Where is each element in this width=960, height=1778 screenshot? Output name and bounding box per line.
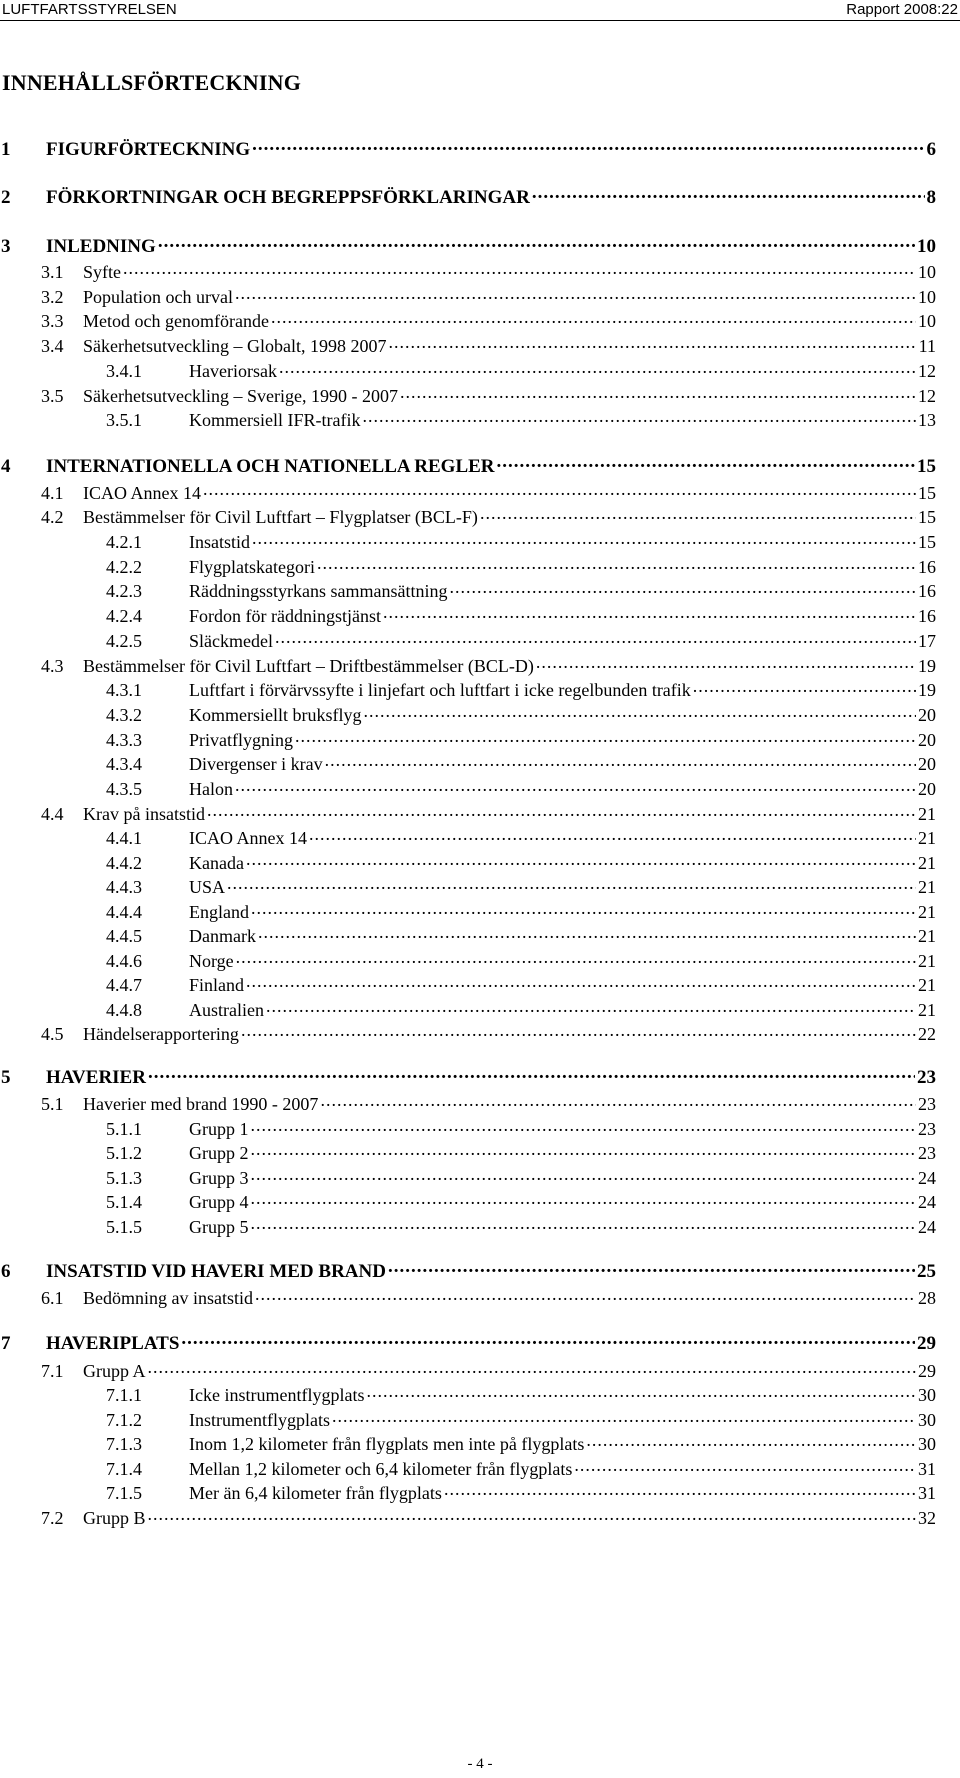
toc-dot-leader — [158, 235, 915, 252]
toc-entry-title: Bedömning av insatstid — [83, 1288, 253, 1309]
toc-entry-page: 31 — [918, 1459, 936, 1480]
toc-entry[interactable] — [1, 975, 936, 996]
toc-entry-title: Finland — [189, 975, 245, 996]
toc-entry-title: INSATSTID VID HAVERI MED BRAND — [46, 1261, 386, 1283]
toc-entry-number: 3.2 — [41, 287, 64, 308]
toc-entry-page: 6 — [926, 139, 936, 161]
toc-entry-title: Divergenser i krav — [189, 754, 323, 775]
toc-entry-page: 21 — [918, 926, 936, 947]
toc-entry-title: Fordon för räddningstjänst — [189, 606, 381, 627]
toc-entry[interactable] — [1, 483, 936, 504]
toc-dot-leader — [444, 1483, 916, 1499]
toc-entry[interactable] — [1, 1361, 936, 1382]
toc-entry-page: 12 — [918, 361, 936, 382]
toc-entry-page: 21 — [918, 877, 936, 898]
toc-entry-page: 20 — [918, 705, 936, 726]
toc-dot-leader — [497, 455, 915, 472]
toc-entry[interactable] — [1, 828, 936, 849]
toc-entry[interactable] — [1, 680, 936, 701]
toc-entry-page: 10 — [918, 262, 936, 283]
toc-entry-title: Instrumentflygplats — [189, 1410, 330, 1431]
toc-entry[interactable] — [1, 287, 936, 308]
toc-entry[interactable] — [1, 853, 936, 874]
toc-dot-leader — [246, 975, 916, 991]
toc-dot-leader — [317, 557, 916, 573]
toc-entry-page: 29 — [917, 1333, 936, 1355]
toc-entry-page: 30 — [918, 1434, 936, 1455]
toc-entry[interactable] — [1, 1066, 936, 1089]
toc-entry-page: 17 — [918, 631, 936, 652]
toc-entry-page: 21 — [918, 853, 936, 874]
toc-entry-title: Kommersiellt bruksflyg — [189, 705, 362, 726]
toc-entry-page: 8 — [926, 187, 936, 209]
toc-dot-leader — [449, 581, 916, 597]
toc-entry-page: 15 — [918, 507, 936, 528]
toc-dot-leader — [181, 1332, 915, 1349]
toc-entry-number: 5.1.2 — [106, 1143, 142, 1164]
toc-dot-leader — [586, 1434, 916, 1450]
toc-dot-leader — [363, 705, 916, 721]
toc-entry[interactable] — [1, 410, 936, 431]
toc-entry-page: 10 — [918, 287, 936, 308]
toc-entry-page: 21 — [918, 804, 936, 825]
toc-entry-title: Grupp 1 — [189, 1119, 249, 1140]
toc-dot-leader — [574, 1459, 916, 1475]
toc-dot-leader — [241, 1024, 916, 1040]
toc-entry-number: 4.2.5 — [106, 631, 142, 652]
toc-entry-title: USA — [189, 877, 226, 898]
toc-entry[interactable] — [1, 606, 936, 627]
toc-entry-page: 24 — [918, 1217, 936, 1238]
toc-dot-leader — [383, 606, 916, 622]
toc-entry-page: 15 — [918, 483, 936, 504]
toc-entry-page: 11 — [918, 336, 936, 357]
toc-entry[interactable] — [1, 1508, 936, 1529]
toc-dot-leader — [252, 532, 916, 548]
toc-entry-number: 4.2.2 — [106, 557, 142, 578]
toc-entry-title: FÖRKORTNINGAR OCH BEGREPPSFÖRKLARINGAR — [46, 187, 530, 209]
toc-entry-number: 4.3.3 — [106, 730, 142, 751]
toc-entry-number: 4.4.4 — [106, 902, 142, 923]
toc-entry-title: Flygplatskategori — [189, 557, 315, 578]
toc-entry-number: 4.4.6 — [106, 951, 142, 972]
toc-entry[interactable] — [1, 656, 936, 677]
toc-entry-number: 3.5.1 — [106, 410, 142, 431]
toc-dot-leader — [400, 386, 916, 402]
toc-entry[interactable] — [1, 557, 936, 578]
toc-dot-leader — [480, 507, 916, 523]
toc-entry-number: 1 — [1, 139, 11, 161]
toc-entry[interactable] — [1, 311, 936, 332]
toc-entry-title: Kanada — [189, 853, 244, 874]
toc-entry-page: 16 — [918, 606, 936, 627]
toc-entry[interactable] — [1, 455, 936, 478]
toc-entry-page: 13 — [918, 410, 936, 431]
toc-entry-title: Mer än 6,4 kilometer från flygplats — [189, 1483, 442, 1504]
toc-entry-number: 5.1.1 — [106, 1119, 142, 1140]
toc-entry-number: 4.3.2 — [106, 705, 142, 726]
toc-entry-page: 12 — [918, 386, 936, 407]
toc-entry[interactable] — [1, 262, 936, 283]
toc-entry-number: 3.4.1 — [106, 361, 142, 382]
toc-dot-leader — [275, 631, 916, 647]
toc-entry-page: 21 — [918, 951, 936, 972]
toc-entry-title: Norge — [189, 951, 234, 972]
toc-entry[interactable] — [1, 779, 936, 800]
toc-entry-title: Grupp 2 — [189, 1143, 249, 1164]
toc-entry-page: 32 — [918, 1508, 936, 1529]
toc-dot-leader — [251, 1143, 917, 1159]
toc-dot-leader — [236, 951, 916, 967]
toc-entry-number: 7.2 — [41, 1508, 64, 1529]
toc-entry[interactable] — [1, 1094, 936, 1115]
toc-entry[interactable] — [1, 1000, 936, 1021]
toc-entry-title: England — [189, 902, 249, 923]
toc-entry[interactable] — [1, 1119, 936, 1140]
toc-entry-number: 4.5 — [41, 1024, 64, 1045]
toc-entry[interactable] — [1, 926, 936, 947]
toc-entry[interactable] — [1, 1260, 936, 1283]
toc-entry-title: Population och urval — [83, 287, 233, 308]
header-organization: LUFTFARTSSTYRELSEN — [2, 1, 177, 18]
toc-entry[interactable] — [1, 1143, 936, 1164]
toc-entry-number: 4.3.1 — [106, 680, 142, 701]
toc-entry-title: Luftfart i förvärvssyfte i linjefart och luftfart i icke regelbunden trafik — [189, 680, 691, 701]
toc-dot-leader — [251, 1192, 917, 1208]
toc-entry-title: ICAO Annex 14 — [189, 828, 307, 849]
toc-entry-page: 15 — [918, 532, 936, 553]
toc-entry-title: Krav på insatstid — [83, 804, 205, 825]
toc-entry[interactable] — [1, 581, 936, 602]
toc-dot-leader — [252, 138, 924, 155]
toc-entry[interactable] — [1, 1483, 936, 1504]
toc-entry-page: 19 — [918, 680, 936, 701]
toc-entry[interactable] — [1, 235, 936, 258]
toc-entry-title: HAVERIER — [46, 1067, 146, 1089]
toc-entry[interactable] — [1, 1332, 936, 1355]
toc-dot-leader — [362, 410, 916, 426]
toc-entry-title: Händelserapportering — [83, 1024, 239, 1045]
toc-dot-leader — [325, 754, 916, 770]
toc-entry-page: 29 — [918, 1361, 936, 1382]
toc-entry-title: Kommersiell IFR-trafik — [189, 410, 361, 431]
toc-entry-title: Grupp B — [83, 1508, 146, 1529]
toc-entry-title: Halon — [189, 779, 233, 800]
toc-dot-leader — [258, 926, 916, 942]
toc-entry[interactable] — [1, 1434, 936, 1455]
toc-entry[interactable] — [1, 138, 936, 161]
toc-entry-page: 20 — [918, 730, 936, 751]
toc-entry-title: Säkerhetsutveckling – Sverige, 1990 - 2007 — [83, 386, 398, 407]
toc-entry-number: 5.1.3 — [106, 1168, 142, 1189]
toc-entry-number: 5 — [1, 1067, 11, 1089]
toc-entry-page: 10 — [917, 236, 936, 258]
toc-entry-page: 23 — [917, 1067, 936, 1089]
toc-entry-number: 4.2.4 — [106, 606, 142, 627]
toc-entry-title: Syfte — [83, 262, 121, 283]
toc-dot-leader — [309, 828, 916, 844]
toc-entry-number: 7.1 — [41, 1361, 64, 1382]
toc-entry-title: Räddningsstyrkans sammansättning — [189, 581, 448, 602]
toc-entry-title: Grupp 3 — [189, 1168, 249, 1189]
toc-entry-number: 7.1.4 — [106, 1459, 142, 1480]
toc-entry-number: 4.4 — [41, 804, 64, 825]
toc-entry[interactable] — [1, 336, 936, 357]
toc-entry-title: Säkerhetsutveckling – Globalt, 1998 2007 — [83, 336, 387, 357]
toc-entry[interactable] — [1, 1217, 936, 1238]
toc-entry[interactable] — [1, 902, 936, 923]
toc-entry-title: Grupp A — [83, 1361, 146, 1382]
toc-dot-leader — [227, 877, 916, 893]
toc-dot-leader — [266, 1000, 916, 1016]
toc-entry-number: 7.1.1 — [106, 1385, 142, 1406]
toc-entry[interactable] — [1, 705, 936, 726]
toc-entry-page: 20 — [918, 779, 936, 800]
toc-entry-title: INLEDNING — [46, 236, 156, 258]
toc-entry-page: 30 — [918, 1385, 936, 1406]
toc-dot-leader — [536, 656, 916, 672]
toc-dot-leader — [388, 1260, 915, 1277]
toc-dot-leader — [320, 1094, 916, 1110]
toc-entry-title: Haverier med brand 1990 - 2007 — [83, 1094, 319, 1115]
toc-entry-title: INTERNATIONELLA OCH NATIONELLA REGLER — [46, 456, 495, 478]
toc-entry-title: Bestämmelser för Civil Luftfart – Flygplatser (BCL-F) — [83, 507, 478, 528]
toc-entry-page: 16 — [918, 557, 936, 578]
toc-entry-page: 28 — [918, 1288, 936, 1309]
toc-entry[interactable] — [1, 1288, 936, 1309]
toc-entry-number: 4.3 — [41, 656, 64, 677]
toc-entry-title: Mellan 1,2 kilometer och 6,4 kilometer från flygplats — [189, 1459, 573, 1480]
toc-entry-page: 21 — [918, 1000, 936, 1021]
toc-dot-leader — [279, 361, 916, 377]
toc-dot-leader — [251, 1119, 917, 1135]
toc-dot-leader — [148, 1066, 915, 1083]
toc-dot-leader — [251, 1217, 917, 1233]
toc-dot-leader — [388, 336, 916, 352]
toc-entry-page: 10 — [918, 311, 936, 332]
toc-entry-page: 21 — [918, 902, 936, 923]
toc-entry[interactable] — [1, 1168, 936, 1189]
toc-dot-leader — [148, 1508, 917, 1524]
toc-entry[interactable] — [1, 1024, 936, 1045]
toc-entry-page: 24 — [918, 1168, 936, 1189]
toc-entry-number: 7 — [1, 1333, 11, 1355]
toc-entry-page: 23 — [918, 1143, 936, 1164]
toc-entry-title: Privatflygning — [189, 730, 293, 751]
toc-entry-number: 4.3.4 — [106, 754, 142, 775]
toc-dot-leader — [271, 311, 916, 327]
toc-dot-leader — [251, 1168, 917, 1184]
toc-dot-leader — [295, 730, 916, 746]
toc-entry-number: 3 — [1, 236, 11, 258]
toc-dot-leader — [235, 287, 916, 303]
toc-dot-leader — [148, 1361, 917, 1377]
toc-entry-number: 4.4.7 — [106, 975, 142, 996]
toc-entry-number: 4.2.3 — [106, 581, 142, 602]
toc-entry-number: 5.1.4 — [106, 1192, 142, 1213]
toc-entry-page: 25 — [917, 1261, 936, 1283]
toc-entry-number: 5.1.5 — [106, 1217, 142, 1238]
page-number-footer: - 4 - — [467, 1756, 493, 1772]
toc-entry[interactable] — [1, 631, 936, 652]
toc-entry-title: FIGURFÖRTECKNING — [46, 139, 251, 161]
toc-dot-leader — [693, 680, 916, 696]
toc-entry-title: Australien — [189, 1000, 264, 1021]
toc-entry-number: 4 — [1, 456, 11, 478]
toc-entry-page: 15 — [917, 456, 936, 478]
toc-dot-leader — [203, 483, 916, 499]
header-report-number: Rapport 2008:22 — [846, 1, 958, 18]
toc-entry-title: Bestämmelser för Civil Luftfart – Driftbestämmelser (BCL-D) — [83, 656, 534, 677]
toc-entry-page: 16 — [918, 581, 936, 602]
toc-entry-title: Grupp 4 — [189, 1192, 249, 1213]
toc-entry-number: 4.4.3 — [106, 877, 142, 898]
toc-entry-page: 21 — [918, 975, 936, 996]
toc-entry-title: HAVERIPLATS — [46, 1333, 180, 1355]
toc-entry[interactable] — [1, 754, 936, 775]
toc-dot-leader — [251, 902, 916, 918]
toc-entry-page: 30 — [918, 1410, 936, 1431]
toc-entry[interactable] — [1, 1459, 936, 1480]
toc-entry[interactable] — [1, 951, 936, 972]
toc-dot-leader — [366, 1385, 916, 1401]
toc-dot-leader — [123, 262, 916, 278]
toc-entry[interactable] — [1, 877, 936, 898]
toc-entry-number: 7.1.3 — [106, 1434, 142, 1455]
toc-entry-page: 31 — [918, 1483, 936, 1504]
toc-entry-number: 4.1 — [41, 483, 64, 504]
toc-entry-page: 19 — [918, 656, 936, 677]
toc-entry-number: 4.2 — [41, 507, 64, 528]
toc-entry-number: 4.2.1 — [106, 532, 142, 553]
toc-entry[interactable] — [1, 361, 936, 382]
toc-entry[interactable] — [1, 1410, 936, 1431]
toc-dot-leader — [235, 779, 916, 795]
toc-entry-number: 4.3.5 — [106, 779, 142, 800]
toc-entry-title: Haveriorsak — [189, 361, 277, 382]
toc-entry-page: 23 — [918, 1094, 936, 1115]
toc-entry-page: 23 — [918, 1119, 936, 1140]
toc-entry-number: 2 — [1, 187, 11, 209]
toc-entry-number: 4.4.2 — [106, 853, 142, 874]
toc-entry-title: Metod och genomförande — [83, 311, 269, 332]
toc-entry[interactable] — [1, 186, 936, 209]
toc-entry-page: 24 — [918, 1192, 936, 1213]
toc-entry-number: 4.4.1 — [106, 828, 142, 849]
toc-entry-title: Icke instrumentflygplats — [189, 1385, 365, 1406]
toc-entry-title: Inom 1,2 kilometer från flygplats men inte på flygplats — [189, 1434, 585, 1455]
toc-dot-leader — [532, 186, 925, 203]
toc-dot-leader — [246, 853, 916, 869]
toc-entry-number: 7.1.5 — [106, 1483, 142, 1504]
toc-entry-number: 3.5 — [41, 386, 64, 407]
toc-entry[interactable] — [1, 507, 936, 528]
toc-entry-page: 21 — [918, 828, 936, 849]
toc-entry-number: 3.1 — [41, 262, 64, 283]
toc-dot-leader — [332, 1410, 916, 1426]
toc-entry[interactable] — [1, 1385, 936, 1406]
toc-entry-number: 4.4.8 — [106, 1000, 142, 1021]
toc-entry-number: 5.1 — [41, 1094, 64, 1115]
toc-entry-number: 3.4 — [41, 336, 64, 357]
toc-dot-leader — [255, 1288, 916, 1304]
toc-entry-title: Släckmedel — [189, 631, 273, 652]
toc-entry-number: 6 — [1, 1261, 11, 1283]
toc-entry[interactable] — [1, 386, 936, 407]
toc-entry-number: 7.1.2 — [106, 1410, 142, 1431]
toc-entry-number: 4.4.5 — [106, 926, 142, 947]
toc-entry[interactable] — [1, 532, 936, 553]
toc-entry[interactable] — [1, 804, 936, 825]
toc-entry-page: 20 — [918, 754, 936, 775]
toc-dot-leader — [207, 804, 916, 820]
toc-entry-title: Insatstid — [189, 532, 250, 553]
toc-entry-title: ICAO Annex 14 — [83, 483, 201, 504]
toc-entry-title: Danmark — [189, 926, 256, 947]
page-title: INNEHÅLLSFÖRTECKNING — [2, 70, 302, 95]
toc-entry-number: 6.1 — [41, 1288, 64, 1309]
toc-entry[interactable] — [1, 1192, 936, 1213]
toc-entry[interactable] — [1, 730, 936, 751]
toc-entry-number: 3.3 — [41, 311, 64, 332]
toc-entry-page: 22 — [918, 1024, 936, 1045]
toc-entry-title: Grupp 5 — [189, 1217, 249, 1238]
